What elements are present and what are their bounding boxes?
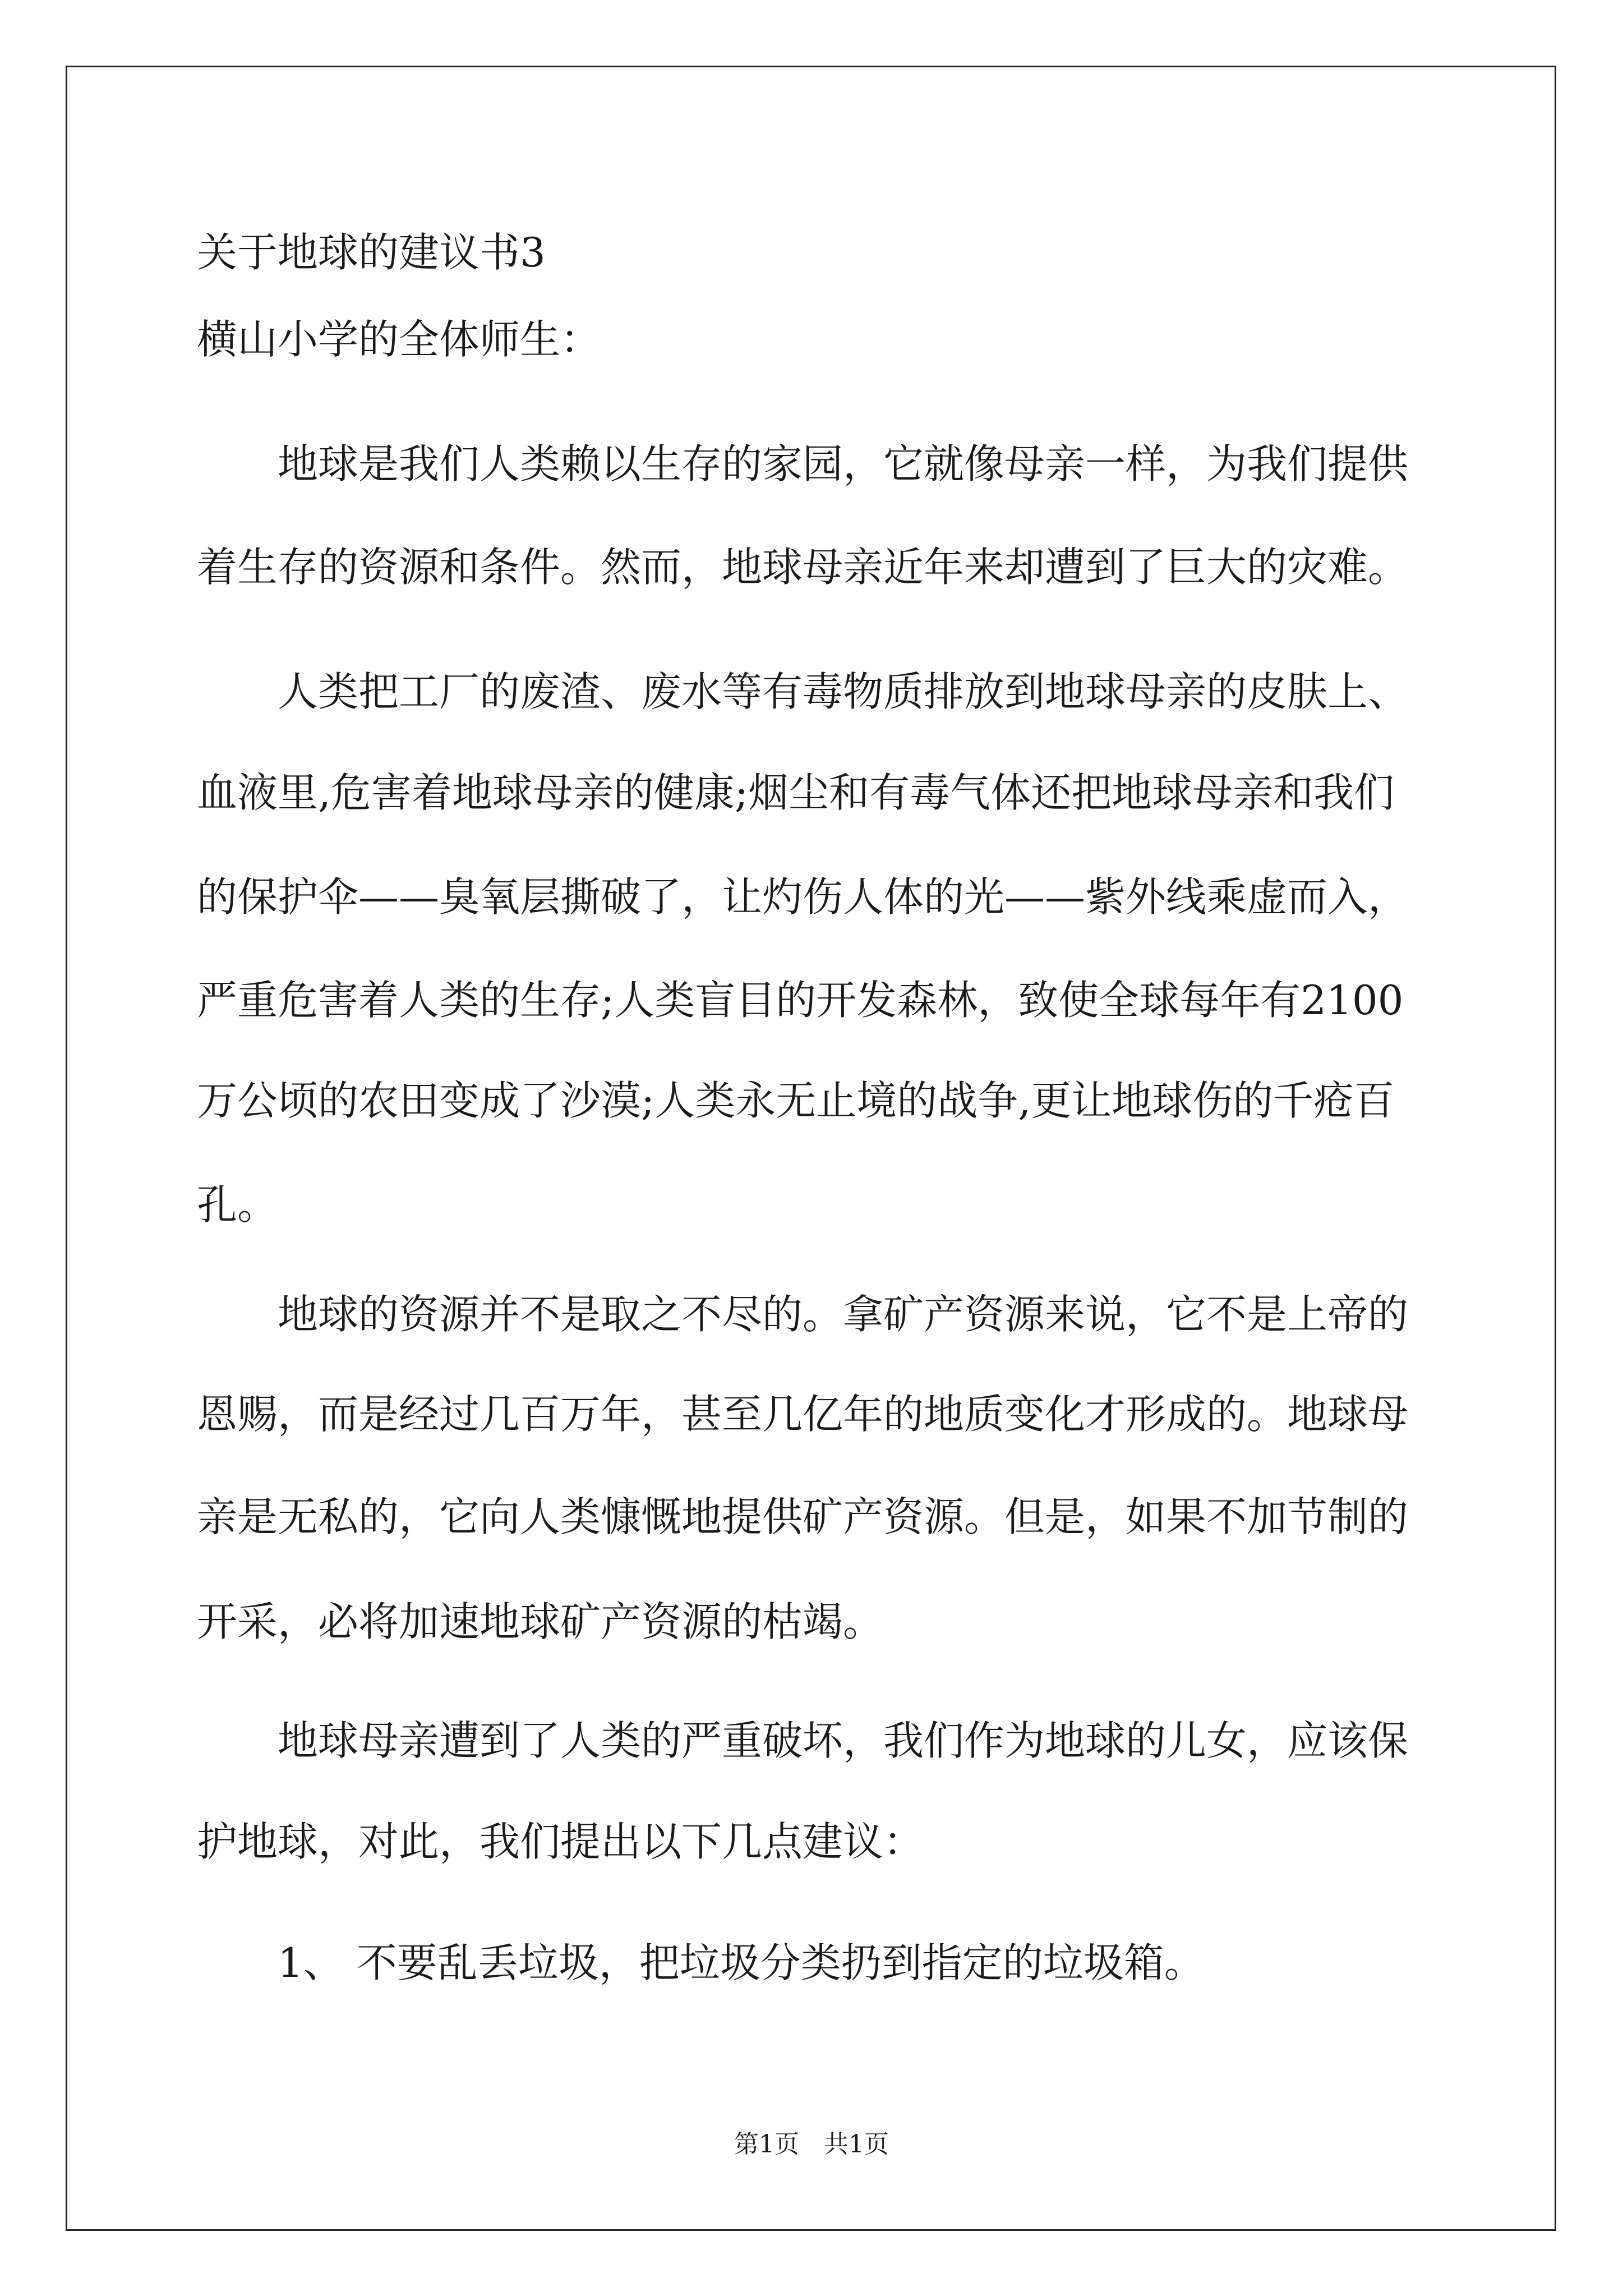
- body-line: 血液里,危害着地球母亲的健康;烟尘和有毒气体还把地球母亲和我们: [197, 769, 1395, 816]
- body-line: 着生存的资源和条件。然而，地球母亲近年来却遭到了巨大的灾难。: [197, 544, 1409, 591]
- body-line: 地球的资源并不是取之不尽的。拿矿产资源来说，它不是上帝的: [197, 1291, 1409, 1338]
- page-border: [66, 66, 1556, 2231]
- body-line: 人类把工厂的废渣、废水等有毒物质排放到地球母亲的皮肤上、: [197, 668, 1409, 715]
- greeting-line: 横山小学的全体师生：: [197, 316, 601, 363]
- body-line: 万公顷的农田变成了沙漠;人类永无止境的战争,更让地球伤的千疮百: [197, 1077, 1395, 1124]
- body-line: 孔。: [197, 1181, 278, 1228]
- body-line: 亲是无私的，它向人类慷慨地提供矿产资源。但是，如果不加节制的: [197, 1493, 1409, 1540]
- list-item: 1、 不要乱丢垃圾，把垃圾分类扔到指定的垃圾箱。: [197, 1939, 1205, 1986]
- body-line: 地球是我们人类赖以生存的家园，它就像母亲一样，为我们提供: [197, 440, 1409, 487]
- body-line: 的保护伞——臭氧层撕破了，让灼伤人体的光——紫外线乘虚而入，: [197, 873, 1409, 921]
- document-title: 关于地球的建议书3: [197, 229, 546, 276]
- body-line: 地球母亲遭到了人类的严重破坏，我们作为地球的儿女，应该保: [197, 1717, 1409, 1764]
- body-line: 开采，必将加速地球矿产资源的枯竭。: [197, 1598, 884, 1645]
- body-line: 护地球，对此，我们提出以下几点建议：: [197, 1818, 924, 1865]
- body-line: 恩赐，而是经过几百万年，甚至几亿年的地质变化才形成的。地球母: [197, 1391, 1409, 1438]
- page-footer: 第1页 共1页: [734, 2130, 889, 2159]
- body-line: 严重危害着人类的生存;人类盲目的开发森林，致使全球每年有2100: [197, 977, 1404, 1024]
